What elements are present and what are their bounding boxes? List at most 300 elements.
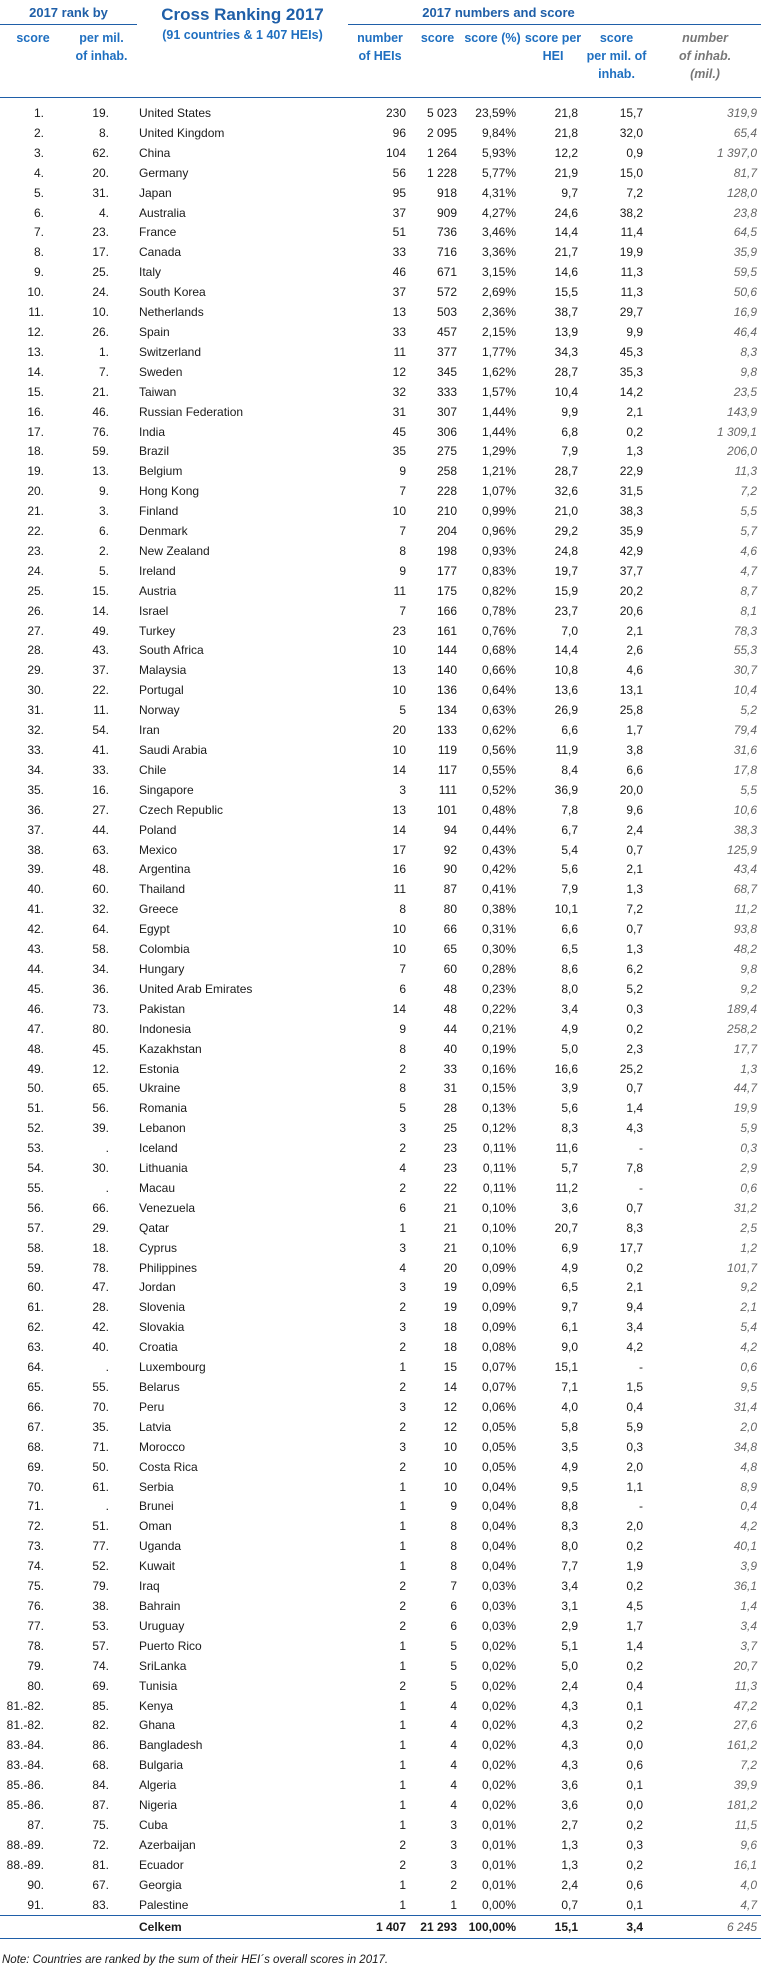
score-per-mil: 0,2 <box>626 1579 644 1594</box>
score: 345 <box>436 364 457 379</box>
score-percent: 0,09% <box>481 1300 516 1315</box>
inhabitants-mil: 1 309,1 <box>717 424 758 439</box>
score-percent: 0,38% <box>481 902 516 917</box>
table-row <box>0 442 761 462</box>
number-of-heis: 33 <box>392 324 406 339</box>
inhabitants-mil: 35,9 <box>733 245 758 260</box>
table-row <box>0 1358 761 1378</box>
score-per-hei: 24,8 <box>554 543 578 558</box>
score-per-hei: 14,4 <box>554 225 578 240</box>
score-percent: 0,62% <box>481 723 516 738</box>
score-percent: 0,02% <box>481 1678 516 1693</box>
score-per-mil: 2,1 <box>626 623 644 638</box>
score-per-mil: 5,2 <box>626 981 644 996</box>
score-per-mil: 0,7 <box>626 842 644 857</box>
rank-per-mil: 13. <box>92 464 109 479</box>
score-per-hei: 7,9 <box>561 882 578 897</box>
country-name: United Kingdom <box>139 125 225 140</box>
score: 23 <box>443 1141 457 1156</box>
inhabitants-mil: 20,7 <box>733 1658 758 1673</box>
score-per-hei: 14,4 <box>554 643 578 658</box>
col-head-rank-score: score <box>0 25 66 98</box>
score: 90 <box>443 862 457 877</box>
rank-by-score: 81.-82. <box>6 1698 44 1713</box>
score-percent: 0,42% <box>481 862 516 877</box>
score-per-mil: 1,9 <box>626 1559 644 1574</box>
rank-by-score: 18. <box>27 444 44 459</box>
score-percent: 0,09% <box>481 1320 516 1335</box>
inhabitants-mil: 2,0 <box>740 1419 758 1434</box>
inhabitants-mil: 9,8 <box>740 364 758 379</box>
number-of-heis: 3 <box>399 1399 406 1414</box>
score-per-hei: 8,3 <box>561 1121 578 1136</box>
score: 918 <box>436 185 457 200</box>
rank-by-score: 13. <box>27 344 44 359</box>
number-of-heis: 104 <box>385 145 406 160</box>
country-name: Puerto Rico <box>139 1638 202 1653</box>
score-per-mil: 42,9 <box>619 543 644 558</box>
table-row <box>0 1298 761 1318</box>
table-row <box>0 1119 761 1139</box>
rank-per-mil: 22. <box>92 683 109 698</box>
score-percent: 0,01% <box>481 1857 516 1872</box>
table-row <box>0 622 761 642</box>
rank-by-score: 70. <box>27 1479 44 1494</box>
country-name: Lithuania <box>139 1161 188 1176</box>
rank-by-score: 63. <box>27 1340 44 1355</box>
number-of-heis: 20 <box>392 723 406 738</box>
rank-by-score: 65. <box>27 1380 44 1394</box>
rank-by-score: 56. <box>27 1200 44 1215</box>
number-of-heis: 8 <box>399 1041 406 1056</box>
score-per-hei: 5,0 <box>561 1041 578 1056</box>
score-per-mil: 14,2 <box>619 384 644 399</box>
score-per-hei: 3,6 <box>561 1200 578 1215</box>
score-percent: 0,08% <box>481 1340 516 1355</box>
rank-by-score: 5. <box>33 185 44 200</box>
score-percent: 0,04% <box>481 1479 516 1494</box>
score-per-mil: 8,3 <box>626 1220 644 1235</box>
country-name: Pakistan <box>139 1001 186 1016</box>
rank-per-mil: 1. <box>98 344 109 359</box>
score-per-mil: 38,2 <box>619 205 644 220</box>
score: 15 <box>443 1360 457 1375</box>
score-per-hei: 24,6 <box>554 205 578 220</box>
score-per-hei: 11,6 <box>555 1141 578 1156</box>
inhabitants-mil: 17,7 <box>733 1041 758 1056</box>
table-row <box>0 383 761 403</box>
country-name: Mexico <box>139 842 178 857</box>
score-per-mil: 0,2 <box>626 1817 644 1832</box>
table-row <box>0 1677 761 1697</box>
rank-by-score: 50. <box>27 1081 44 1096</box>
score-per-mil: 1,1 <box>626 1479 644 1494</box>
score-per-hei: 5,6 <box>561 862 578 877</box>
number-of-heis: 3 <box>399 782 406 797</box>
rank-per-mil: 67. <box>92 1877 109 1892</box>
country-name: Venezuela <box>139 1200 196 1215</box>
score-per-mil: 29,7 <box>619 305 644 320</box>
score-percent: 0,02% <box>481 1738 516 1753</box>
inhabitants-mil: 9,2 <box>740 1280 758 1295</box>
country-name: Qatar <box>139 1220 170 1235</box>
country-name: China <box>139 145 171 160</box>
country-name: Uganda <box>139 1539 182 1554</box>
rank-per-mil: 68. <box>92 1758 109 1773</box>
score-per-mil: 11,3 <box>620 285 644 300</box>
score-per-hei: 2,4 <box>561 1877 578 1892</box>
score: 21 <box>443 1240 457 1255</box>
score-per-mil: 1,4 <box>626 1101 644 1116</box>
inhabitants-mil: 17,8 <box>733 762 758 777</box>
table-row <box>0 1000 761 1020</box>
total-score-per-hei: 15,1 <box>522 1916 584 1939</box>
inhabitants-mil: 5,5 <box>740 782 758 797</box>
country-name: Costa Rica <box>139 1459 198 1474</box>
score: 503 <box>436 305 457 320</box>
country-name: Iran <box>139 723 160 738</box>
rank-by-score: 37. <box>27 822 44 837</box>
table-row <box>0 1716 761 1736</box>
table-row <box>0 1617 761 1637</box>
score-per-mil: 0,2 <box>626 424 644 439</box>
score-per-hei: 13,6 <box>554 683 578 698</box>
inhabitants-mil: 0,4 <box>740 1499 758 1514</box>
table-row <box>0 223 761 243</box>
score-percent: 0,04% <box>481 1519 516 1534</box>
score-percent: 0,04% <box>481 1539 516 1554</box>
score-per-mil: 11,4 <box>620 225 644 240</box>
number-of-heis: 7 <box>399 603 406 618</box>
country-name: Canada <box>139 245 182 260</box>
score-per-mil: 11,3 <box>620 265 644 280</box>
country-name: Israel <box>139 603 169 618</box>
rank-by-score: 73. <box>27 1539 44 1554</box>
score-per-hei: 2,9 <box>561 1618 578 1633</box>
number-of-heis: 1 <box>399 1718 406 1733</box>
inhabitants-mil: 23,5 <box>733 384 758 399</box>
score: 140 <box>436 663 457 678</box>
inhabitants-mil: 8,9 <box>740 1479 758 1494</box>
number-of-heis: 56 <box>392 165 406 180</box>
country-name: Switzerland <box>139 344 202 359</box>
rank-by-score: 20. <box>27 484 44 499</box>
table-row <box>0 701 761 721</box>
score-percent: 0,68% <box>481 643 516 658</box>
score-percent: 0,01% <box>481 1877 516 1892</box>
rank-by-score: 76. <box>27 1598 44 1613</box>
table-row <box>0 462 761 482</box>
rank-per-mil: . <box>105 1499 109 1514</box>
score-per-mil: 4,3 <box>626 1121 644 1136</box>
rank-by-score: 48. <box>27 1041 44 1056</box>
country-name: Argentina <box>139 862 191 877</box>
score-per-hei: 6,6 <box>561 723 578 738</box>
score-per-mil: 35,3 <box>619 364 644 379</box>
table-row <box>0 860 761 880</box>
score-per-mil: 4,2 <box>626 1340 644 1355</box>
score-per-mil: 0,3 <box>626 1001 644 1016</box>
table-row <box>0 1239 761 1259</box>
inhabitants-mil: 0,6 <box>740 1360 758 1375</box>
inhabitants-mil: 5,9 <box>740 1121 758 1136</box>
score-percent: 0,96% <box>481 524 516 539</box>
rank-per-mil: 41. <box>92 743 109 757</box>
score-per-mil: 0,2 <box>626 1857 644 1872</box>
score: 4 <box>450 1798 457 1813</box>
inhabitants-mil: 16,1 <box>733 1857 758 1872</box>
score: 2 <box>450 1877 457 1892</box>
score-per-mil: - <box>639 1180 644 1195</box>
score-per-hei: 14,6 <box>554 265 578 280</box>
score-percent: 1,44% <box>481 424 516 439</box>
table-row <box>0 1816 761 1836</box>
country-name: Saudi Arabia <box>139 743 208 757</box>
score: 258 <box>436 464 457 479</box>
number-of-heis: 1 <box>399 1559 406 1574</box>
number-of-heis: 6 <box>399 1200 406 1215</box>
number-of-heis: 51 <box>392 225 406 240</box>
score-per-hei: 10,8 <box>554 663 578 678</box>
country-name: Sweden <box>139 364 183 379</box>
rank-per-mil: 81. <box>92 1857 109 1872</box>
score: 6 <box>450 1618 457 1633</box>
country-name: Greece <box>139 902 179 917</box>
number-of-heis: 14 <box>392 1001 406 1016</box>
rank-by-score: 12. <box>27 324 44 339</box>
inhabitants-mil: 2,5 <box>740 1220 758 1235</box>
score: 20 <box>443 1260 457 1275</box>
inhabitants-mil: 4,6 <box>740 543 758 558</box>
country-name: France <box>139 225 177 240</box>
score-percent: 0,22% <box>481 1001 516 1016</box>
score-per-hei: 11,2 <box>555 1180 578 1195</box>
number-of-heis: 2 <box>399 1579 406 1594</box>
score: 5 <box>450 1638 457 1653</box>
score-per-mil: 9,4 <box>626 1300 644 1315</box>
number-of-heis: 6 <box>399 981 406 996</box>
score-per-hei: 6,9 <box>561 1240 578 1255</box>
rank-by-score: 85.-86. <box>6 1778 44 1793</box>
score: 21 <box>443 1220 457 1235</box>
score-per-mil: 37,7 <box>619 563 644 578</box>
number-of-heis: 3 <box>399 1439 406 1454</box>
country-name: Belarus <box>139 1380 180 1394</box>
score-per-hei: 19,7 <box>554 563 578 578</box>
score-per-hei: 7,0 <box>561 623 578 638</box>
inhabitants-mil: 0,6 <box>740 1180 758 1195</box>
table-row <box>0 741 761 761</box>
table-row <box>0 602 761 622</box>
rank-by-score: 11. <box>28 305 44 320</box>
rank-per-mil: 69. <box>92 1678 109 1693</box>
score-per-mil: 1,3 <box>626 942 644 957</box>
score-percent: 0,05% <box>481 1459 516 1474</box>
inhabitants-mil: 11,3 <box>734 1678 758 1693</box>
inhabitants-mil: 31,6 <box>733 743 758 757</box>
rank-by-score: 1. <box>33 106 44 120</box>
score-per-hei: 3,9 <box>561 1081 578 1096</box>
score: 228 <box>436 484 457 499</box>
score: 3 <box>450 1817 457 1832</box>
rank-per-mil: 35. <box>92 1419 109 1434</box>
table-row <box>0 184 761 204</box>
score-percent: 0,05% <box>481 1419 516 1434</box>
score-per-hei: 9,9 <box>561 404 578 419</box>
score-per-mil: 3,8 <box>626 743 644 757</box>
inhabitants-mil: 8,7 <box>740 583 758 598</box>
rank-by-score: 83.-84. <box>6 1758 44 1773</box>
rank-by-score: 19. <box>27 464 44 479</box>
inhabitants-mil: 39,9 <box>733 1778 758 1793</box>
inhabitants-mil: 101,7 <box>727 1260 758 1275</box>
score-percent: 0,10% <box>481 1220 516 1235</box>
inhabitants-mil: 47,2 <box>733 1698 758 1713</box>
rank-per-mil: 18. <box>92 1240 109 1255</box>
score-per-hei: 3,4 <box>561 1579 578 1594</box>
rank-per-mil: 47. <box>92 1280 109 1295</box>
total-label: Celkem <box>137 1916 348 1939</box>
table-row <box>0 562 761 582</box>
number-of-heis: 32 <box>392 384 406 399</box>
score-per-hei: 9,0 <box>561 1340 578 1355</box>
number-of-heis: 31 <box>392 404 406 419</box>
number-of-heis: 2 <box>399 1857 406 1872</box>
score-per-hei: 21,0 <box>554 504 578 519</box>
score-per-mil: 17,7 <box>619 1240 644 1255</box>
table-row <box>0 1597 761 1617</box>
inhabitants-mil: 5,5 <box>740 504 758 519</box>
country-name: Cuba <box>139 1817 168 1832</box>
score: 6 <box>450 1598 457 1613</box>
table-row <box>0 283 761 303</box>
rank-per-mil: 50. <box>92 1459 109 1474</box>
score-per-hei: 3,5 <box>561 1439 578 1454</box>
number-of-heis: 11 <box>393 583 406 598</box>
inhabitants-mil: 3,9 <box>740 1559 758 1574</box>
number-of-heis: 11 <box>393 344 406 359</box>
inhabitants-mil: 1,4 <box>740 1598 758 1613</box>
number-of-heis: 2 <box>399 1618 406 1633</box>
score: 48 <box>443 1001 457 1016</box>
score-per-mil: 0,6 <box>626 1758 644 1773</box>
inhabitants-mil: 11,3 <box>734 464 758 479</box>
number-of-heis: 9 <box>399 1021 406 1036</box>
rank-per-mil: 78. <box>92 1260 109 1275</box>
score-per-mil: 0,2 <box>626 1718 644 1733</box>
number-of-heis: 4 <box>399 1260 406 1275</box>
inhabitants-mil: 34,8 <box>733 1439 758 1454</box>
rank-by-score: 38. <box>27 842 44 857</box>
inhabitants-mil: 31,4 <box>733 1399 758 1414</box>
inhabitants-mil: 9,5 <box>740 1380 758 1394</box>
rank-per-mil: 29. <box>92 1220 109 1235</box>
table-row <box>0 1259 761 1279</box>
rank-by-score: 80. <box>27 1678 44 1693</box>
score-per-hei: 4,3 <box>561 1738 578 1753</box>
inhabitants-mil: 143,9 <box>727 404 758 419</box>
country-name: Bulgaria <box>139 1758 184 1773</box>
score-per-hei: 11,9 <box>555 743 578 757</box>
rank-per-mil: 20. <box>92 165 109 180</box>
inhabitants-mil: 78,3 <box>733 623 758 638</box>
score: 5 023 <box>426 106 457 120</box>
inhabitants-mil: 181,2 <box>727 1798 758 1813</box>
inhabitants-mil: 161,2 <box>727 1738 758 1753</box>
number-of-heis: 1 <box>399 1658 406 1673</box>
rank-per-mil: 37. <box>92 663 109 678</box>
country-name: Netherlands <box>139 305 204 320</box>
score-percent: 0,02% <box>481 1798 516 1813</box>
score-per-hei: 6,8 <box>561 424 578 439</box>
score-percent: 0,12% <box>481 1121 516 1136</box>
rank-by-score: 88.-89. <box>6 1837 44 1852</box>
rank-per-mil: 43. <box>92 643 109 658</box>
table-row <box>0 124 761 144</box>
number-of-heis: 1 <box>399 1499 406 1514</box>
rank-by-score: 72. <box>27 1519 44 1534</box>
score-percent: 0,31% <box>481 922 516 937</box>
score: 736 <box>436 225 457 240</box>
inhabitants-mil: 3,4 <box>740 1618 758 1633</box>
number-of-heis: 11 <box>393 882 406 897</box>
col-head-inhabitants: number of inhab. (mil.) <box>649 25 761 98</box>
score: 80 <box>443 902 457 917</box>
rank-by-score: 83.-84. <box>6 1738 44 1753</box>
score-percent: 0,03% <box>481 1618 516 1633</box>
score: 4 <box>450 1758 457 1773</box>
inhabitants-mil: 48,2 <box>733 942 758 957</box>
score: 204 <box>436 524 457 539</box>
score: 119 <box>437 743 457 757</box>
score-per-mil: 0,2 <box>626 1539 644 1554</box>
score-per-hei: 15,1 <box>554 1360 578 1375</box>
inhabitants-mil: 8,3 <box>740 344 758 359</box>
number-of-heis: 1 <box>399 1519 406 1534</box>
number-of-heis: 1 <box>399 1360 406 1375</box>
number-of-heis: 2 <box>399 1678 406 1693</box>
rank-per-mil: 65. <box>92 1081 109 1096</box>
score-per-mil: 7,2 <box>626 185 644 200</box>
rank-by-score: 10. <box>27 285 44 300</box>
number-of-heis: 1 <box>399 1817 406 1832</box>
score-per-hei: 7,8 <box>561 802 578 817</box>
country-name: Ukraine <box>139 1081 181 1096</box>
score: 134 <box>436 703 457 718</box>
number-of-heis: 13 <box>392 802 406 817</box>
rank-per-mil: 44. <box>92 822 109 837</box>
rank-by-score: 23. <box>27 543 44 558</box>
score: 18 <box>443 1320 457 1335</box>
number-of-heis: 10 <box>392 743 406 757</box>
country-name: Poland <box>139 822 177 837</box>
rank-by-score: 47. <box>27 1021 44 1036</box>
score: 94 <box>443 822 457 837</box>
score-per-mil: 7,8 <box>626 1161 644 1176</box>
rank-per-mil: 17. <box>92 245 109 260</box>
country-name: Macau <box>139 1180 176 1195</box>
country-name: Peru <box>139 1399 165 1414</box>
rank-per-mil: 39. <box>92 1121 109 1136</box>
table-row <box>0 1856 761 1876</box>
rank-per-mil: 49. <box>92 623 109 638</box>
table-row <box>0 1378 761 1398</box>
number-of-heis: 14 <box>392 822 406 837</box>
inhabitants-mil: 46,4 <box>733 324 758 339</box>
inhabitants-mil: 27,6 <box>733 1718 758 1733</box>
table-row <box>0 1537 761 1557</box>
table-row <box>0 1219 761 1239</box>
